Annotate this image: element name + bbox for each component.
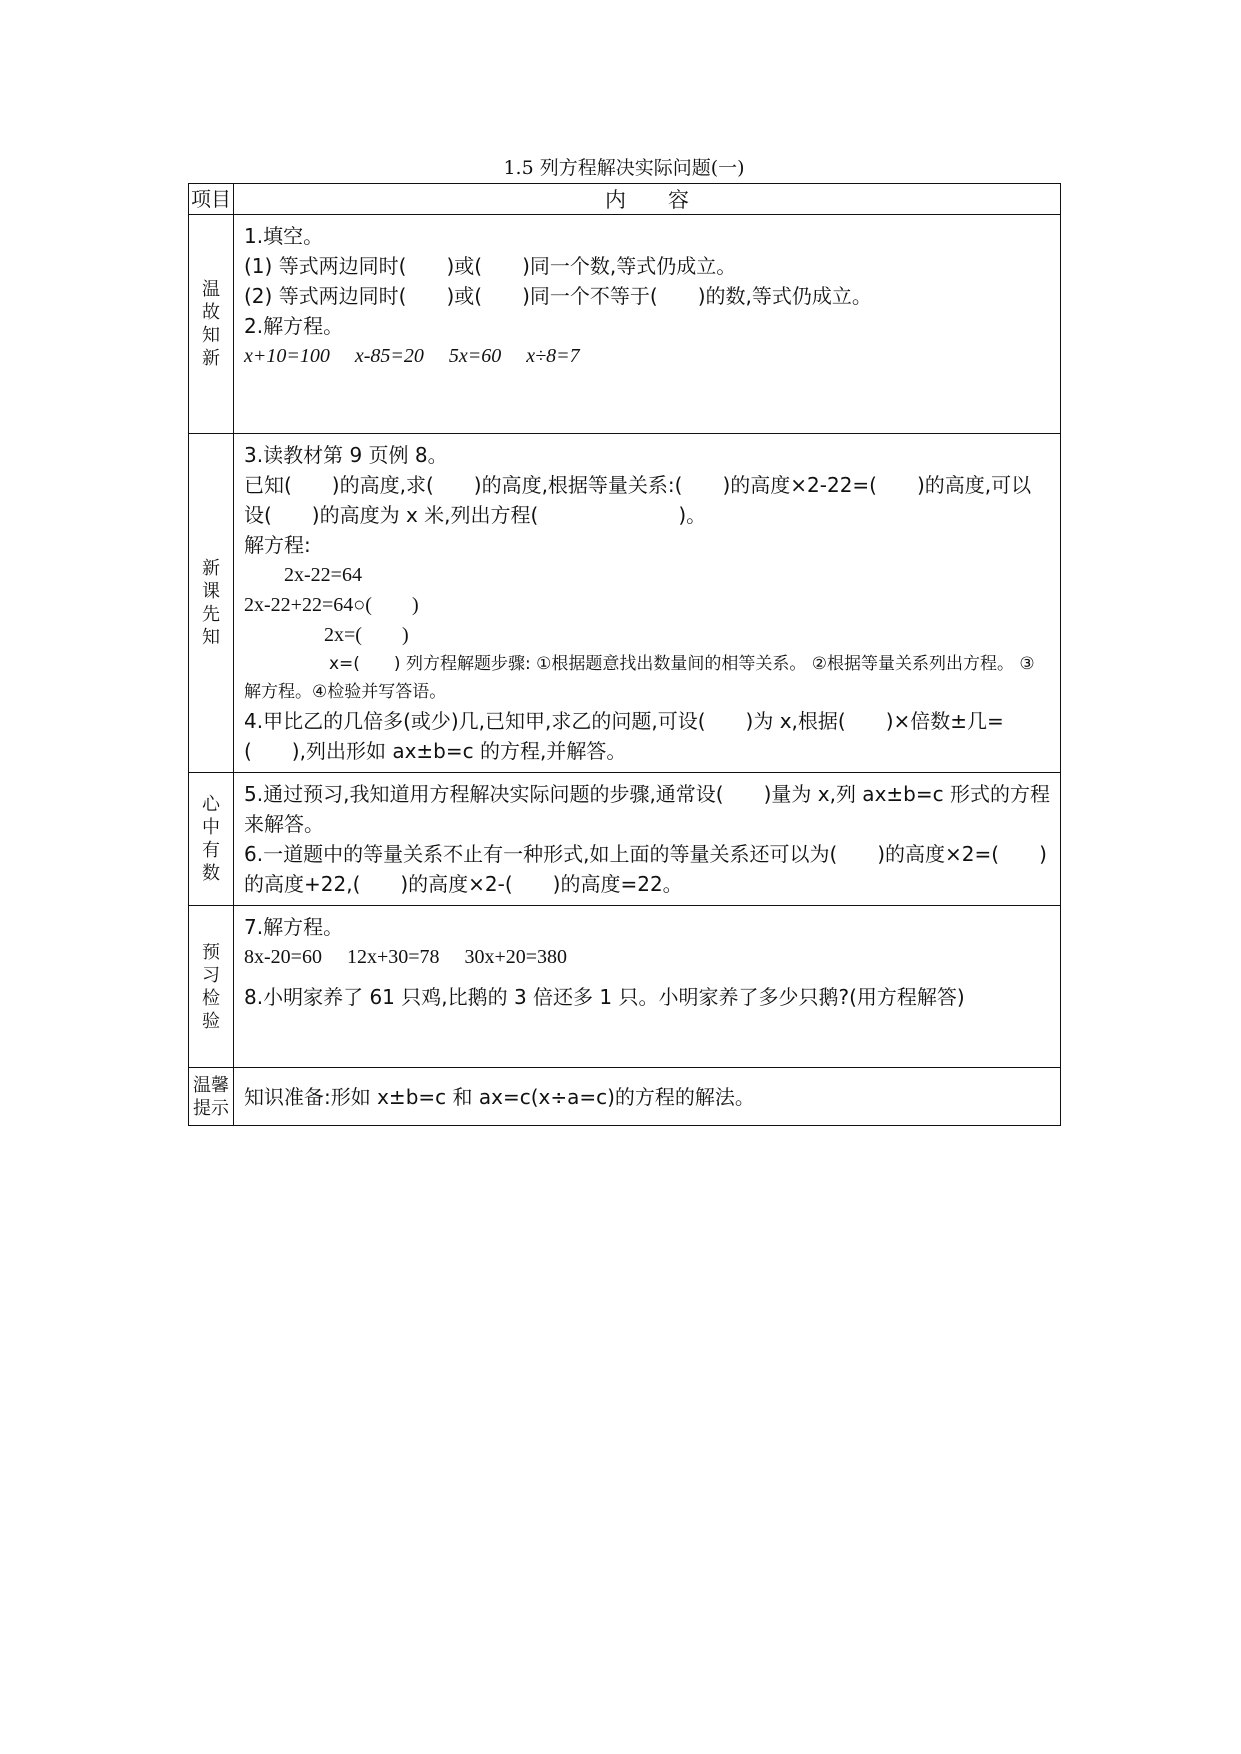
header-item: 项目 — [189, 184, 234, 215]
section-label: 温馨提示 — [189, 1068, 234, 1126]
section-content — [234, 215, 1061, 434]
question-3: 3.读教材第 9 页例 8。 — [244, 443, 448, 467]
equations-7: 8x-20=60 12x+30=78 30x+20=380 — [244, 946, 568, 968]
section-label: 心中有数 — [189, 773, 234, 906]
section-content — [234, 906, 1061, 1068]
section-summary — [189, 773, 1061, 906]
question-1: 1.填空。 — [244, 224, 324, 248]
solve-step-2: 2x-22+22=64○( ) — [244, 594, 419, 616]
question-2: 2.解方程。 — [244, 314, 344, 338]
solve-step-1: 2x-22=64 — [244, 564, 362, 586]
question-7: 7.解方程。 — [244, 915, 344, 939]
question-4: 4.甲比乙的几倍多(或少)几,已知甲,求乙的问题,可设( )为 x,根据( )×倍数±几=( ),列出形如 ax±b=c 的方程,并解答。 — [244, 709, 1004, 763]
tips-text: 知识准备:形如 x±b=c 和 ax=c(x÷a=c)的方程的解法。 — [244, 1084, 755, 1109]
question-8: 8.小明家养了 61 只鸡,比鹅的 3 倍还多 1 只。小明家养了多少只鹅?(用方程解答) — [244, 985, 965, 1009]
question-5: 5.通过预习,我知道用方程解决实际问题的步骤,通常设( )量为 x,列 ax±b=c 形式的方程来解答。 — [244, 782, 1050, 836]
section-content — [234, 434, 1061, 773]
header-row — [189, 184, 1061, 215]
question-3-text: 已知( )的高度,求( )的高度,根据等量关系:( )的高度×2-22=( )的高度,可以设( )的高度为 x 米,列出方程( )。 — [244, 473, 1032, 527]
solve-label: 解方程: — [244, 533, 311, 557]
section-label: 预习检验 — [189, 906, 234, 1068]
header-content: 内 容 — [234, 184, 1061, 215]
question-1-1: (1) 等式两边同时( )或( )同一个数,等式仍成立。 — [244, 254, 737, 278]
section-label: 温故知新 — [189, 215, 234, 434]
solve-step-3: 2x=( ) — [244, 624, 409, 646]
section-review — [189, 215, 1061, 434]
section-content — [234, 1068, 1061, 1126]
section-preview — [189, 434, 1061, 773]
question-6: 6.一道题中的等量关系不止有一种形式,如上面的等量关系还可以为( )的高度×2=( )的高度+22,( )的高度×2-( )的高度=22。 — [244, 842, 1047, 896]
section-label: 新课先知 — [189, 434, 234, 773]
question-1-2: (2) 等式两边同时( )或( )同一个不等于( )的数,等式仍成立。 — [244, 284, 872, 308]
solve-step-4-and-steps: x=( ) 列方程解题步骤: ①根据题意找出数量间的相等关系。 ②根据等量关系列出方程。 ③解方程。④检验并写答语。 — [244, 654, 1035, 702]
worksheet-table — [188, 183, 1061, 1126]
equations-2: x+10=100 x-85=20 5x=60 x÷8=7 — [244, 345, 580, 367]
section-tips — [189, 1068, 1061, 1126]
section-check — [189, 906, 1061, 1068]
section-content — [234, 773, 1061, 906]
page-title: 1.5 列方程解决实际问题(一) — [503, 157, 745, 179]
